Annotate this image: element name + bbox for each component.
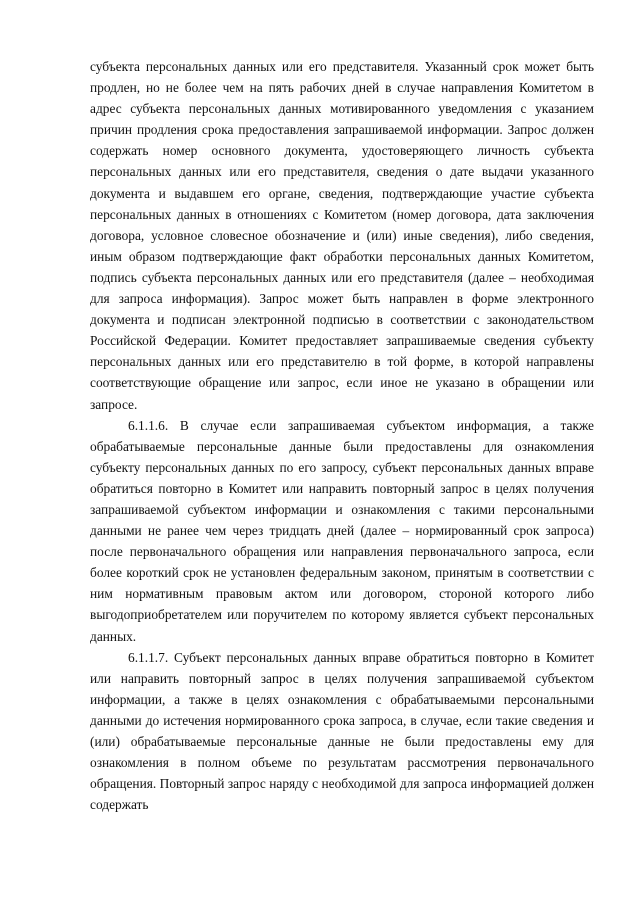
paragraph-6-1-1-6: 6.1.1.6. В случае если запрашиваемая субъектом информация, а также обрабатываемые персональные данные были предоставлены для ознакомления субъекту персональных данных по его запросу, субъект персональных данных вправе обратиться повторно в Комитет или направить повторный запрос в целях получения запрашиваемой субъектом информации и ознакомления с такими персональными данными не ранее чем через тридцать дней (далее – нормированный срок запроса) после первоначального обращения или направления первоначального запроса, если более короткий срок не установлен федеральным законом, принятым в соответствии с ним нормативным правовым актом или договором, стороной которого либо выгодоприобретателем или поручителем по которому является субъект персональных данных. xyxy=(90,417,594,644)
document-page xyxy=(90,56,594,815)
paragraph-continuation: субъекта персональных данных или его представителя. Указанный срок может быть продлен, но не более чем на пять рабочих дней в случае направления Комитетом в адрес субъекта персональных данных мотивированного уведомления с указанием причин продления срока предоставления запрашиваемой информации. Запрос должен содержать номер основного документа, удостоверяющего личность субъекта персональных данных или его представителя, сведения о дате выдачи указанного документа и выдавшем его органе, сведения, подтверждающие участие субъекта персональных данных в отношениях с Комитетом (номер договора, дата заключения договора, условное словесное обозначение и (или) иные сведения), либо сведения, иным образом подтверждающие факт обработки персональных данных Комитетом, подпись субъекта персональных данных или его представителя (далее – необходимая для запроса информация). Запрос может быть направлен в форме электронного документа и подписан электронной подписью в соответствии с законодательством Российской Федерации. Комитет предоставляет запрашиваемые сведения субъекту персональных данных или его представителю в той форме, в которой направлены соответствующие обращение или запрос, если иное не указано в обращении или запросе. xyxy=(90,59,594,412)
paragraph-6-1-1-7: 6.1.1.7. Субъект персональных данных вправе обратиться повторно в Комитет или направить повторный запрос в целях получения запрашиваемой субъектом информации, а также в целях ознакомления с обрабатываемыми персональными данными до истечения нормированного срока запроса, в случае, если такие сведения и (или) обрабатываемые персональные данные не были предоставлены ему для ознакомления в полном объеме по результатам рассмотрения первоначального обращения. Повторный запрос наряду с необходимой для запроса информацией должен содержать xyxy=(90,649,594,813)
